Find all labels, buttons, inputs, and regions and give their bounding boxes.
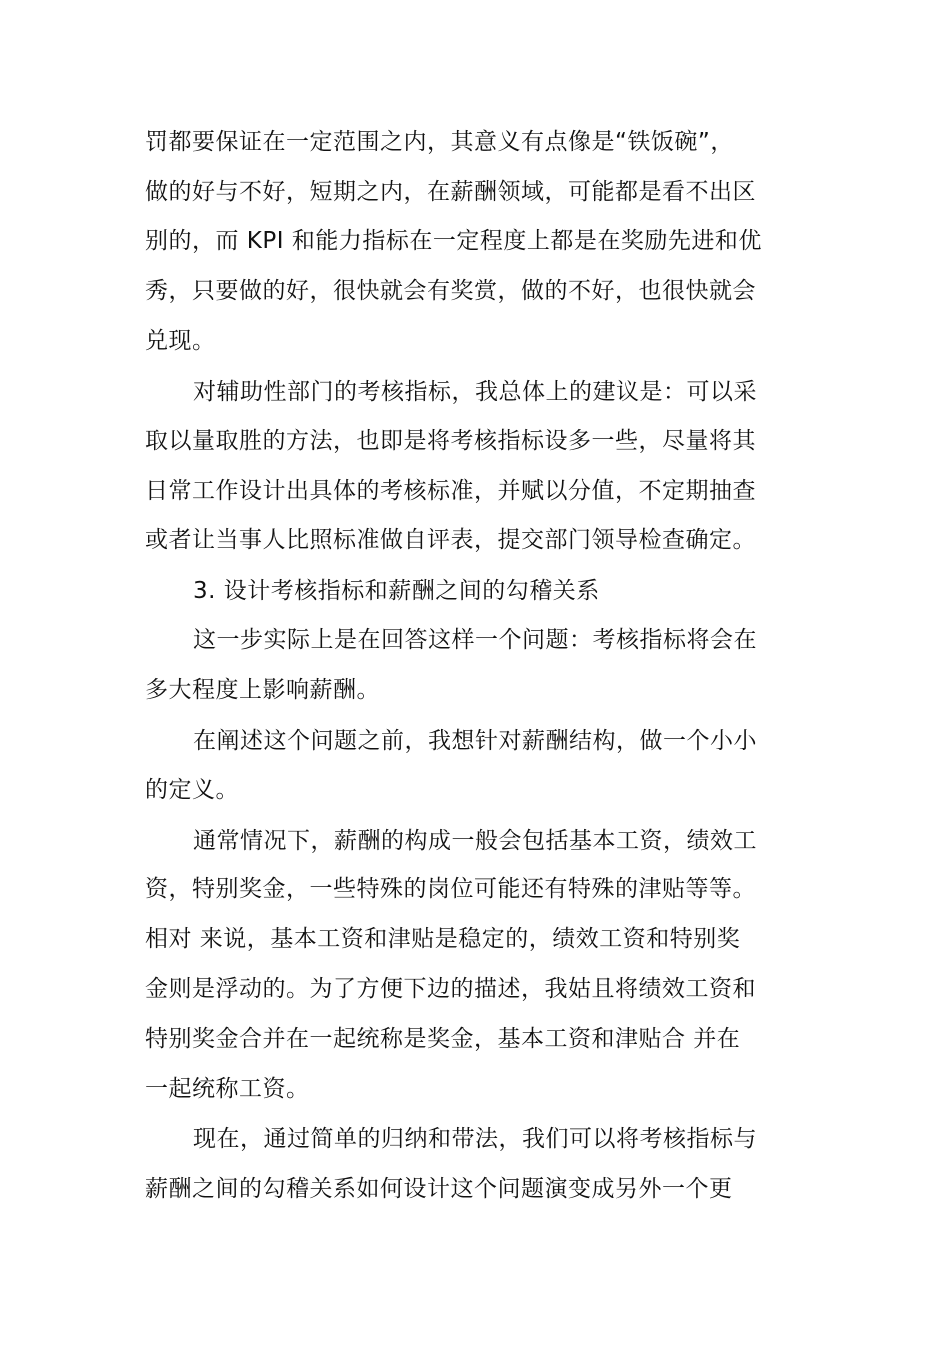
- paragraph-first-line: 通常情况下，薪酬的构成一般会包括基本工资，绩效工: [193, 828, 757, 854]
- section-heading: 3. 设计考核指标和薪酬之间的勾稽关系: [193, 578, 600, 604]
- text-line: 多大程度上影响薪酬。: [145, 677, 380, 703]
- text-line: 金则是浮动的。为了方便下边的描述，我姑且将绩效工资和: [145, 976, 756, 1002]
- text-line: 或者让当事人比照标准做自评表，提交部门领导检查确定。: [145, 527, 756, 553]
- text-line: 薪酬之间的勾稽关系如何设计这个问题演变成另外一个更: [145, 1176, 733, 1202]
- text-line: 取以量取胜的方法，也即是将考核指标设多一些，尽量将其: [145, 428, 756, 454]
- text-line: 罚都要保证在一定范围之内，其意义有点像是“铁饭碗”，: [145, 129, 734, 155]
- text-line: 资，特别奖金，一些特殊的岗位可能还有特殊的津贴等等。: [145, 876, 756, 902]
- paragraph-first-line: 对辅助性部门的考核指标，我总体上的建议是：可以采: [193, 379, 757, 405]
- text-line: 别的，而 KPI 和能力指标在一定程度上都是在奖励先进和优: [145, 228, 762, 254]
- text-line: 特别奖金合并在一起统称是奖金，基本工资和津贴合 并在: [145, 1026, 741, 1052]
- paragraph-first-line: 在阐述这个问题之前，我想针对薪酬结构，做一个小小: [193, 728, 757, 754]
- text-line: 秀，只要做的好，很快就会有奖赏，做的不好，也很快就会: [145, 278, 756, 304]
- text-line: 兑现。: [145, 328, 216, 354]
- text-line: 一起统称工资。: [145, 1076, 310, 1102]
- text-line: 的定义。: [145, 777, 239, 803]
- text-line: 日常工作设计出具体的考核标准，并赋以分值，不定期抽查: [145, 478, 756, 504]
- paragraph-first-line: 这一步实际上是在回答这样一个问题：考核指标将会在: [193, 627, 757, 653]
- text-line: 相对 来说，基本工资和津贴是稳定的，绩效工资和特别奖: [145, 926, 741, 952]
- text-line: 做的好与不好，短期之内，在薪酬领域，可能都是看不出区: [145, 179, 756, 205]
- paragraph-first-line: 现在，通过简单的归纳和带法，我们可以将考核指标与: [193, 1126, 757, 1152]
